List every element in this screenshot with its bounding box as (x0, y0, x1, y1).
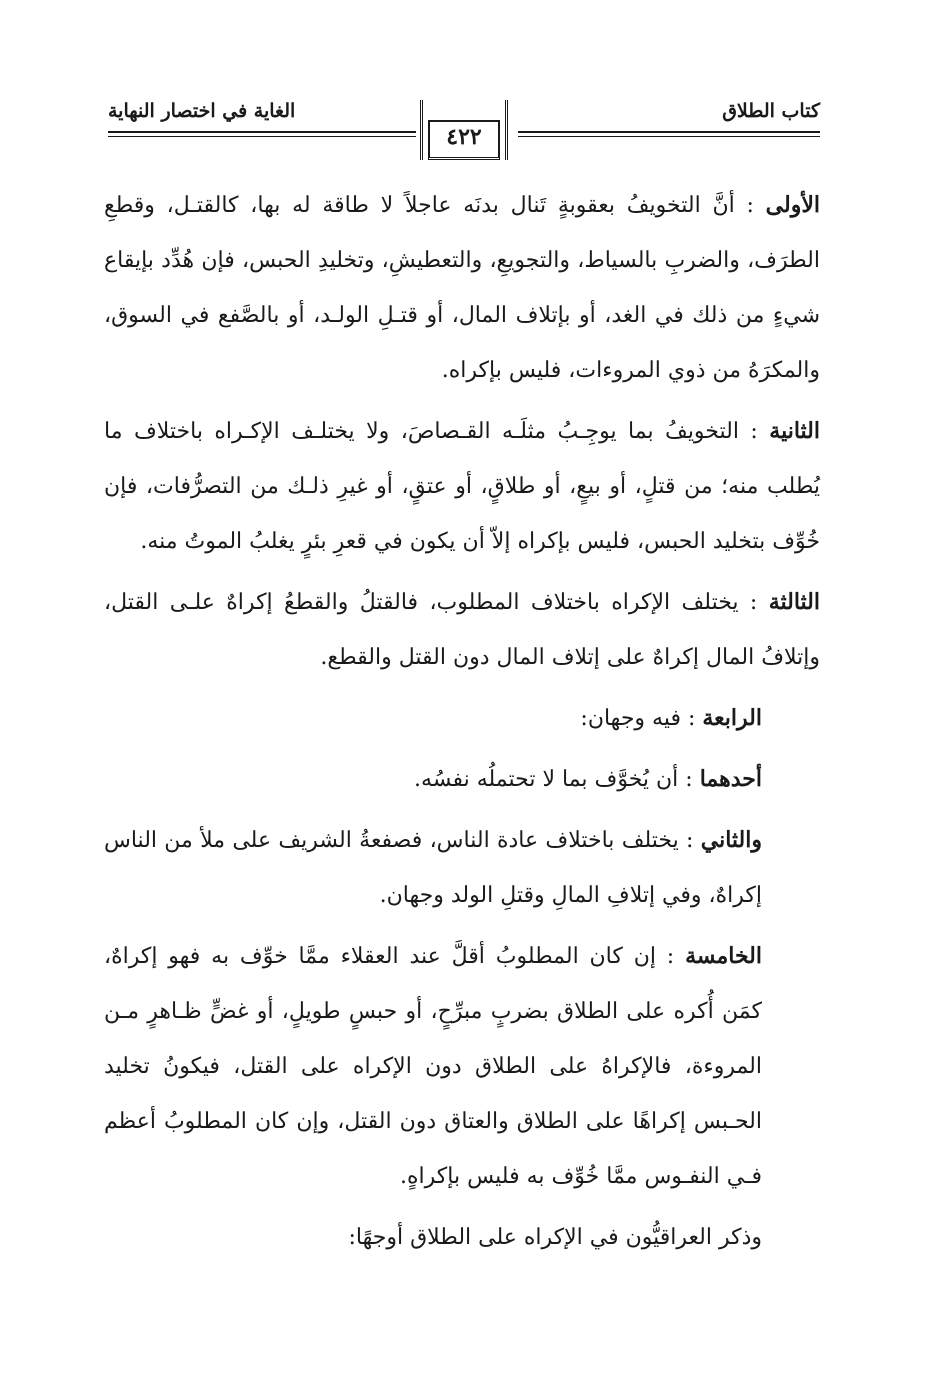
header-rule (518, 136, 820, 137)
body-paragraph (104, 929, 820, 1204)
page-body (104, 178, 820, 1271)
paragraph-text: : إن كان المطلوبُ أقلَّ عند العقلاء ممَّا خوِّف به فهو إكراهٌ، كمَن أُكره على الطلاق بضربٍ مبرِّحٍ، أو حبسٍ طويلٍ، أو غضٍّ ظـاهرٍ مـن المروءة، فالإكراهُ على الطلاق دون الإكراه على القتل، فيكونُ تخليد الحـبس إكراهًا على الطلاق والعتاق دون القتل، وإن كان المطلوبُ أعظم فـي النفـوس ممَّا خُوِّف به فليس بإكراهٍ. (104, 944, 762, 1189)
paragraph-text: : أنَّ التخويفُ بعقوبةٍ تَنال بدنَه عاجلاً لا طاقة له بها، كالقتـل، وقطعِ الطرَف، والضربِ بالسياط، والتجويعِ، والتعطيشِ، وتخليدِ الحبس، فإن هُدِّد بإيقاع شيءٍ من ذلك في الغد، أو بإتلاف المال، أو قتـلِ الولـد، أو بالصَّفع في السوق، والمكرَهُ من ذوي المروءات، فليس بإكراه. (104, 193, 820, 383)
body-paragraph (104, 752, 820, 807)
header-rule (518, 131, 820, 133)
paragraph-text: وذكر العراقيُّون في الإكراه على الطلاق أوجهًا: (348, 1225, 762, 1250)
paragraph-lead: الثانية (769, 418, 820, 444)
paragraph-lead: الأولى (765, 192, 820, 218)
paragraph-text: : فيه وجهان: (580, 706, 703, 731)
body-paragraph (104, 1210, 820, 1265)
page-number: ٤٢٢ (446, 124, 482, 150)
header-rule (108, 131, 416, 133)
body-paragraph (104, 813, 820, 923)
body-paragraph (104, 575, 820, 685)
body-paragraph (104, 178, 820, 398)
book-title: الغاية في اختصار النهاية (108, 100, 296, 122)
body-paragraph (104, 404, 820, 569)
paragraph-lead: الثالثة (768, 589, 820, 615)
paragraph-text: : يختلف باختلاف عادة الناس، فصفعةُ الشريف على ملأ من الناس إكراهٌ، وفي إتلافِ المالِ وقتلِ الولد وجهان. (104, 828, 762, 908)
paragraph-lead: الرابعة (702, 705, 762, 731)
paragraph-text: : التخويفُ بما يوجِـبُ مثلَـه القـصاصَ، ولا يختلـف الإكـراه باختلاف ما يُطلب منه؛ من قتلٍ، أو بيعٍ، أو طلاقٍ، أو عتقٍ، أو غيرِ ذلـك من التصرُّفات، فإن خُوِّف بتخليد الحبس، فليس بإكراه إلاّ أن يكون في قعرِ بئرٍ يغلبُ الموتُ منه. (104, 419, 820, 554)
paragraph-text: : أن يُخوَّف بما لا تحتملُه نفسُه. (414, 767, 700, 792)
paragraph-lead: أحدهما (699, 766, 762, 792)
page-number-frame (420, 100, 508, 160)
book-section-title: كتاب الطلاق (722, 100, 820, 122)
page-header (108, 96, 820, 166)
header-rule (108, 136, 416, 137)
paragraph-lead: والثاني (700, 827, 762, 853)
body-paragraph (104, 691, 820, 746)
paragraph-lead: الخامسة (685, 943, 762, 969)
paragraph-text: : يختلف الإكراه باختلاف المطلوب، فالقتلُ والقطعُ إكراهٌ علـى القتل، وإتلافُ المال إكراهٌ على إتلاف المال دون القتل والقطع. (104, 590, 820, 670)
